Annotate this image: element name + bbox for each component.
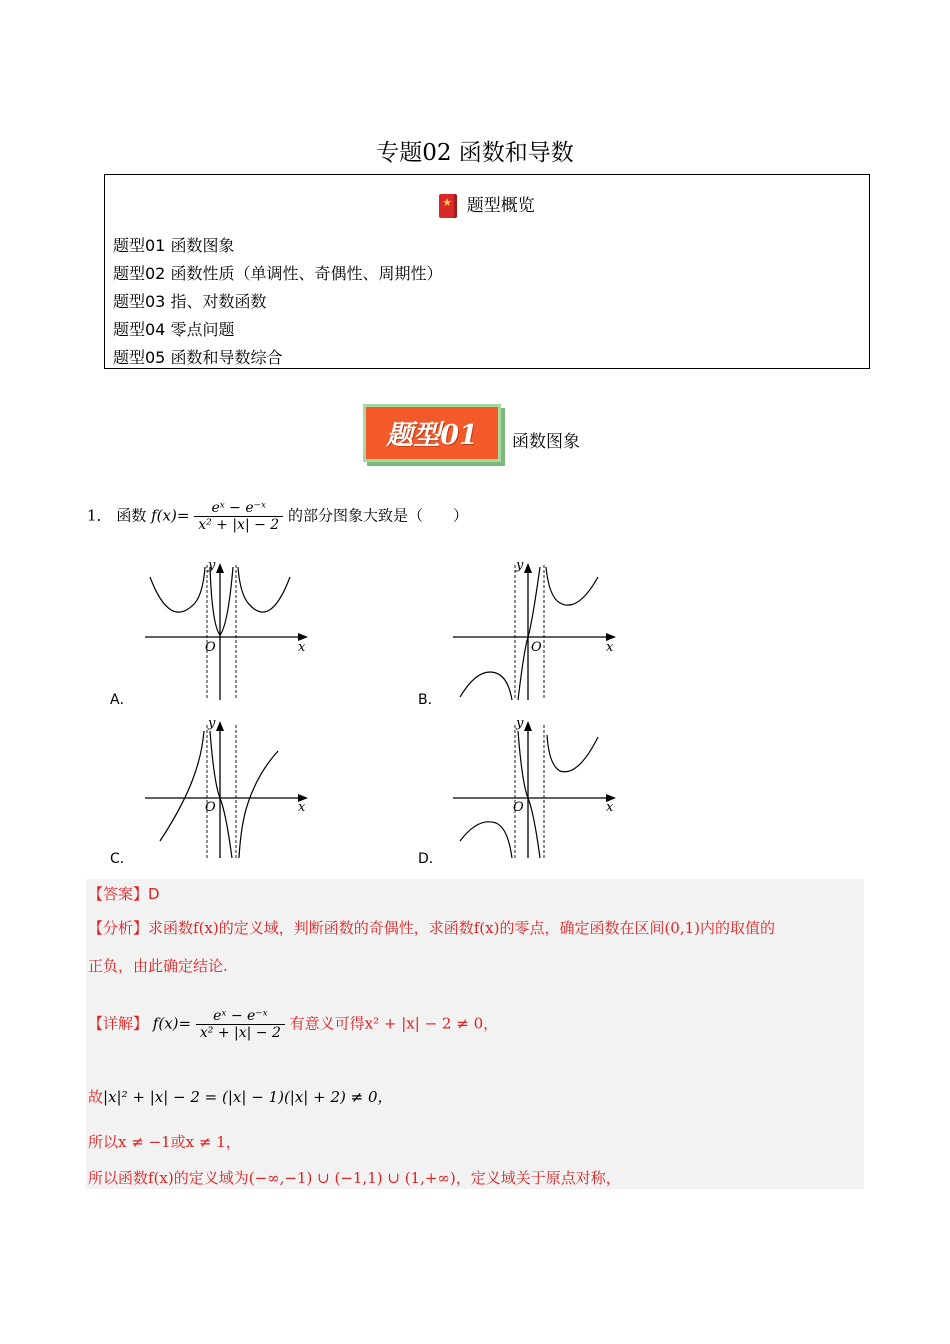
- detail-gu-expr: |x|² + |x| − 2 = (|x| − 1)(|x| + 2) ≠ 0，: [103, 1088, 393, 1106]
- graph-c-x: x: [298, 800, 306, 815]
- analysis-text-1: 求函数f(x)的定义域，判断函数的奇偶性，求函数f(x)的零点，确定函数在区间(0,1)内的取值的: [148, 919, 776, 937]
- analysis-line-2: 正负，由此确定结论.: [88, 957, 228, 975]
- detail-numerator: eˣ − e⁻ˣ: [196, 1008, 285, 1025]
- graph-d-y: y: [516, 716, 524, 731]
- section-badge: [363, 404, 501, 462]
- option-b-label: B．: [418, 692, 442, 708]
- detail-tail: 有意义可得x² + |x| − 2 ≠ 0，: [289, 1014, 499, 1033]
- detail-gu-line: [88, 1086, 393, 1107]
- overview-item-4: 题型04 零点问题: [113, 320, 235, 339]
- overview-item-2: 题型02 函数性质（单调性、奇偶性、周期性）: [113, 264, 443, 283]
- option-a-label: A．: [110, 692, 134, 708]
- graph-c: [140, 713, 315, 863]
- graph-a-y: y: [208, 558, 216, 573]
- question-func: f(x)=: [151, 506, 190, 525]
- option-d-label: D．: [418, 851, 443, 867]
- graph-a: [140, 555, 315, 705]
- question-fraction: [194, 500, 283, 533]
- graph-a-origin: O: [205, 640, 216, 655]
- detail-gu-prefix: 故: [88, 1088, 104, 1106]
- section-label: 函数图象: [512, 432, 580, 452]
- graph-b-y: y: [516, 558, 524, 573]
- question-number: 1．: [87, 506, 112, 525]
- graph-d-x: x: [606, 800, 614, 815]
- overview-item-5: 题型05 函数和导数综合: [113, 348, 283, 367]
- overview-item-3: 题型03 指、对数函数: [113, 292, 267, 311]
- overview-box: [104, 174, 870, 369]
- detail-func: f(x)=: [152, 1014, 192, 1033]
- answer-tag: 【答案】: [88, 885, 149, 903]
- detail-fraction: [196, 1008, 285, 1041]
- analysis-line-1: [88, 917, 864, 938]
- answer-line: [88, 883, 160, 904]
- graph-b-origin: O: [531, 640, 542, 655]
- graph-c-origin: O: [205, 800, 216, 815]
- detail-denominator: x² + |x| − 2: [199, 1025, 281, 1041]
- detail-line: [88, 1008, 498, 1041]
- page-title: 专题02 函数和导数: [376, 140, 574, 166]
- question-prefix: 函数: [116, 506, 147, 525]
- graph-c-y: y: [208, 716, 216, 731]
- detail-domain-line: 所以函数f(x)的定义域为(−∞,−1) ∪ (−1,1) ∪ (1,+∞)，定义域关于原点对称，: [88, 1169, 621, 1187]
- detail-tag: 【详解】: [88, 1014, 149, 1033]
- answer-value: D: [148, 885, 160, 903]
- graph-b: [448, 555, 623, 705]
- question-suffix: 的部分图象大致是（ ）: [288, 506, 469, 525]
- graph-b-x: x: [606, 640, 614, 655]
- analysis-tag: 【分析】: [88, 919, 149, 937]
- detail-suoyi-line: 所以x ≠ −1或x ≠ 1，: [88, 1133, 241, 1151]
- option-c-label: C．: [110, 851, 134, 867]
- book-icon: ★: [439, 194, 457, 218]
- question-denominator: x² + |x| − 2: [198, 517, 280, 533]
- question-numerator: eˣ − e⁻ˣ: [194, 500, 283, 517]
- graph-d: [448, 713, 623, 863]
- overview-header: [105, 191, 869, 218]
- graph-d-origin: O: [513, 800, 524, 815]
- question-1: [87, 500, 468, 533]
- overview-title: 题型概览: [466, 196, 535, 216]
- section-badge-text: 题型01: [386, 420, 478, 451]
- graph-a-x: x: [298, 640, 306, 655]
- overview-item-1: 题型01 函数图象: [113, 236, 235, 255]
